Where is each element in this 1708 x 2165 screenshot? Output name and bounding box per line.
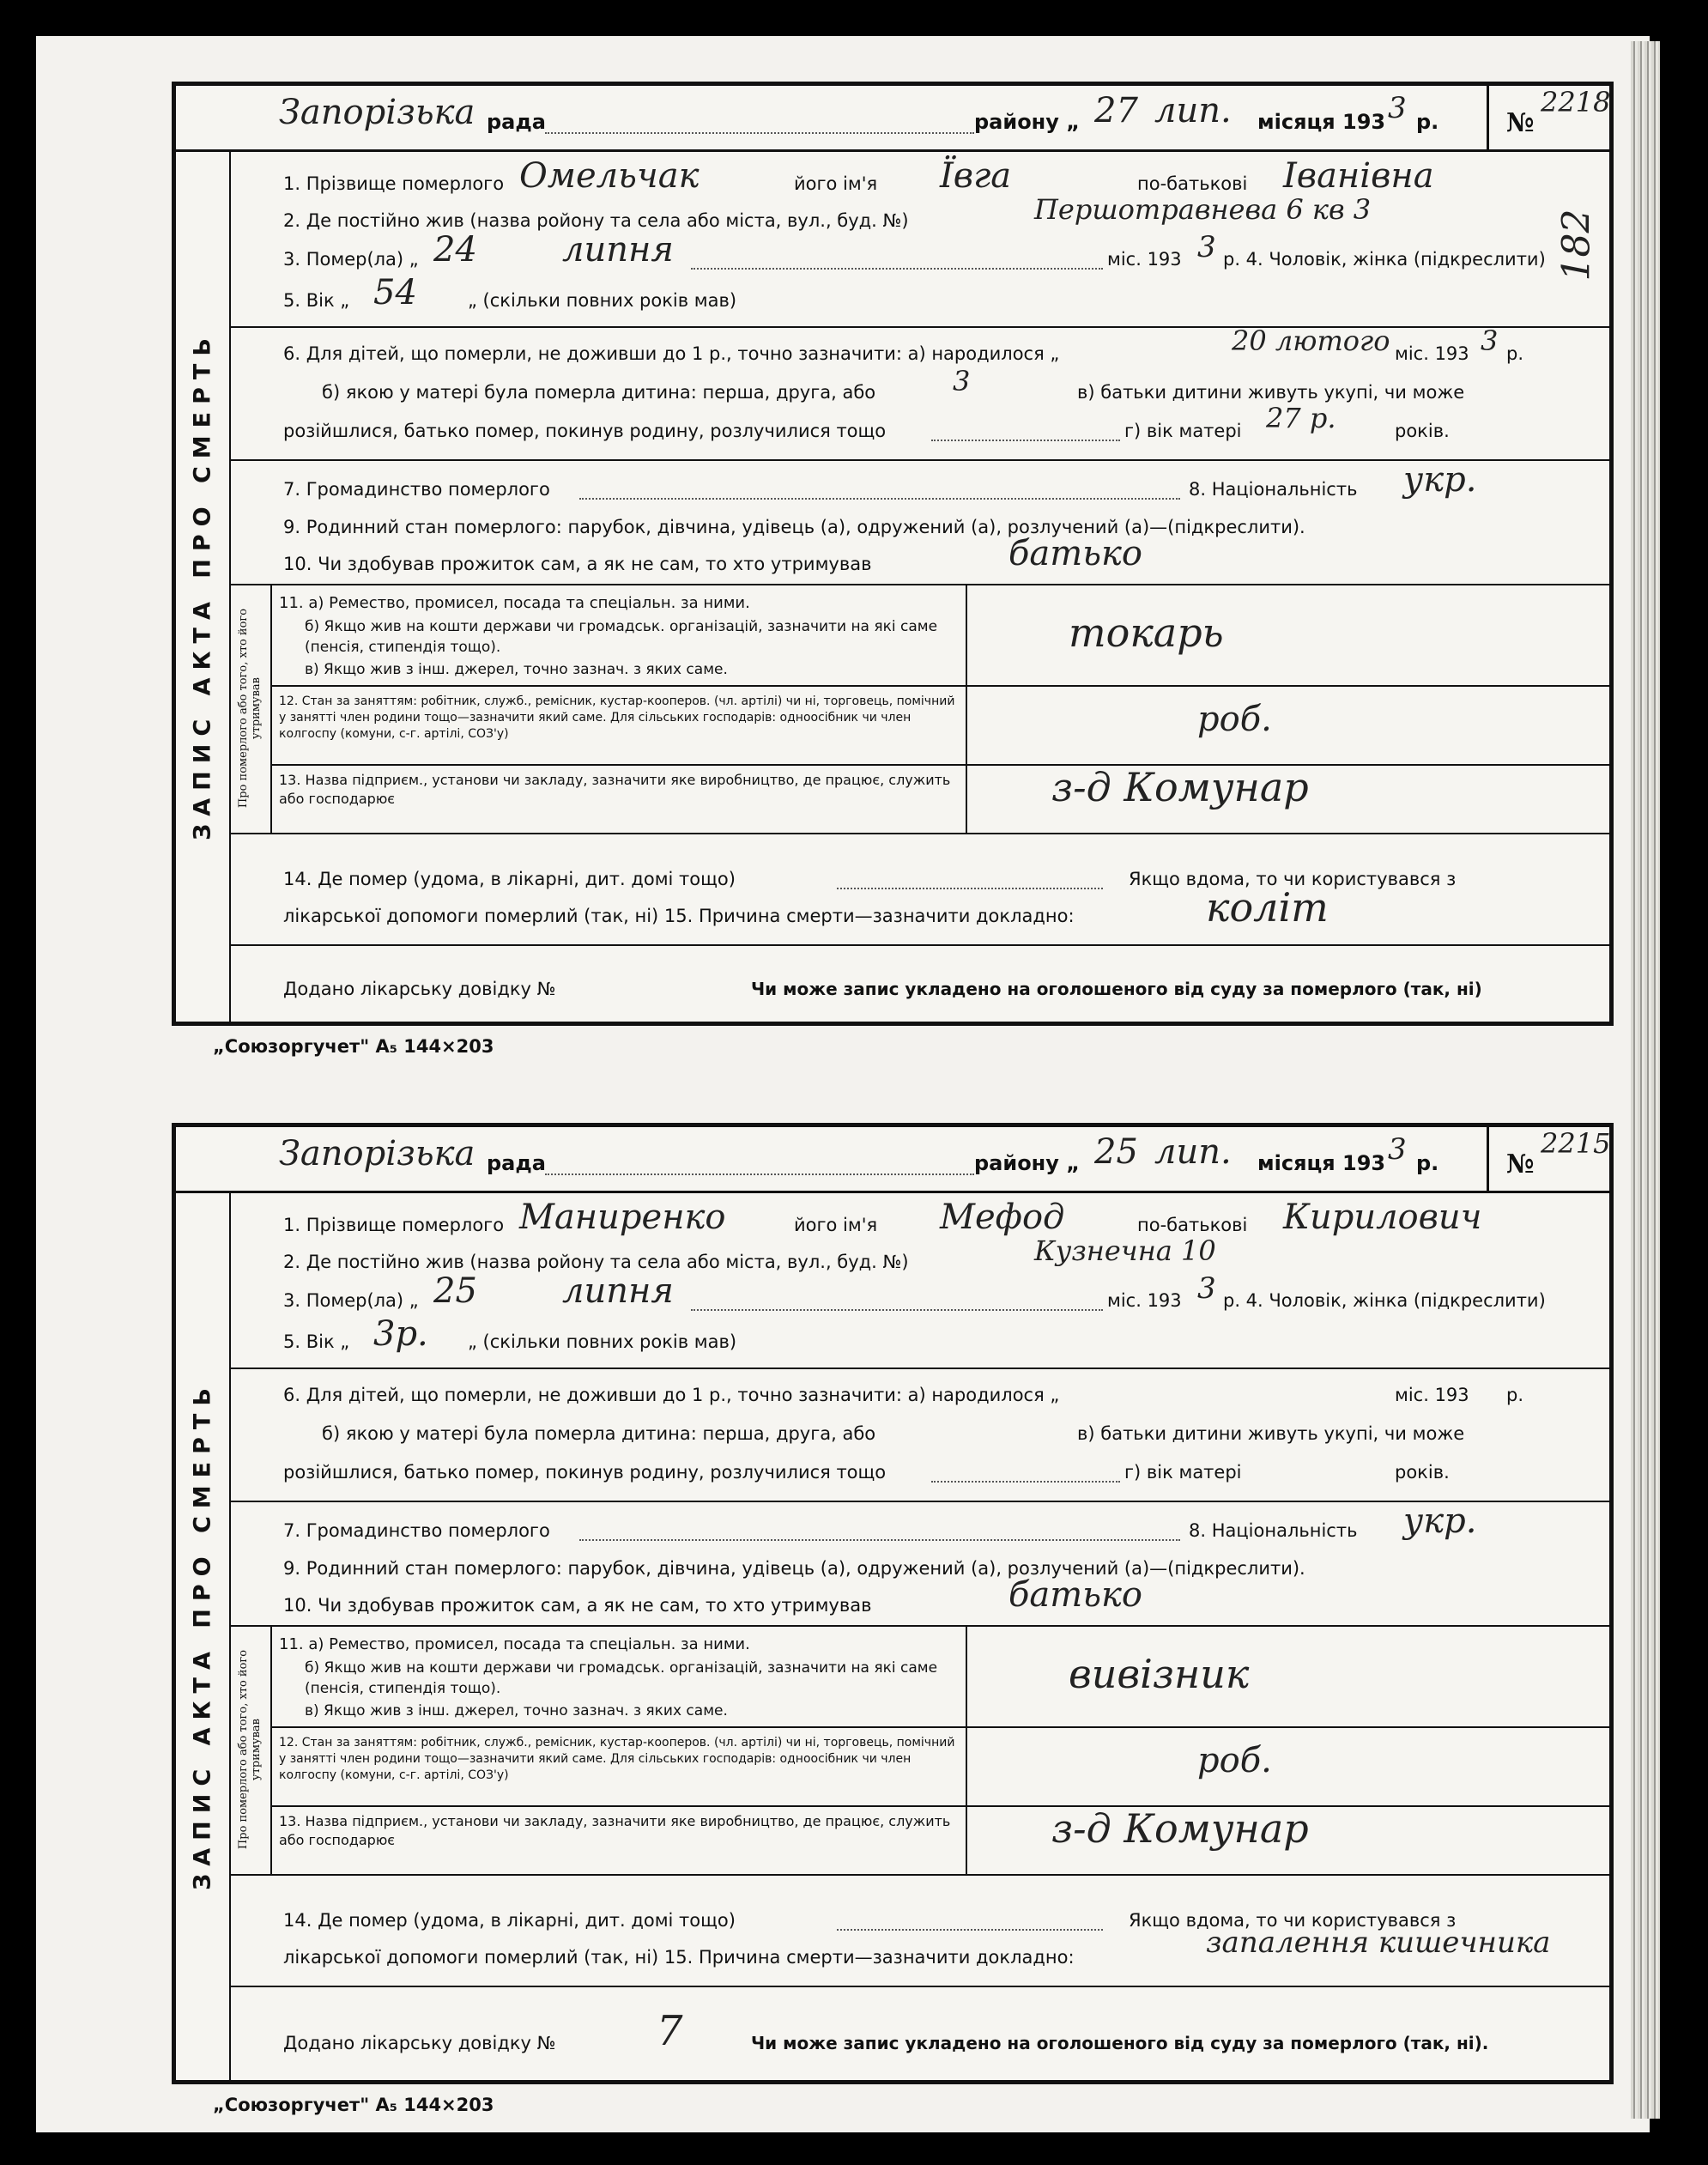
line-11b-label: б) Якщо жив на кошти держави чи громадськ. організацій, зазначити на які саме (пенсія, стипендія тощо).	[305, 618, 938, 656]
hw-supporter: батько	[1008, 1575, 1142, 1615]
line-6d-label: розійшлися, батько помер, покинув родину, розлучилися тощо	[283, 1462, 887, 1483]
hw-mother-age: 27 р.	[1266, 402, 1336, 434]
side-title: ЗАПИС АКТА ПРО СМЕРТЬ	[189, 331, 216, 840]
line-3-sex-label: р. 4. Чоловік, жінка (підкреслити)	[1223, 249, 1546, 270]
hw-death-year: 3	[1197, 1271, 1216, 1306]
line-3-month-label: міс. 193	[1107, 1290, 1182, 1311]
hw-cause: запалення кишечника	[1206, 1925, 1551, 1960]
line-6f-label: років.	[1395, 1462, 1450, 1483]
hw-trade: токарь	[1069, 609, 1224, 656]
line-5-label: 5. Вік „	[283, 290, 350, 311]
line-6b-label: б) якою у матері була померла дитина: перша, друга, або	[322, 382, 876, 403]
line-12-label: 12. Стан за заняттям: робітник, служб., ремісник, кустар-кооперов. (чл. артілі) чи ні, торговець, помічний у занятті член родини тощо—зазначити який саме. Для сільських господарів: одноосібник чи член колгоспу (комуни, с-г. артілі, СОЗ'у)	[279, 694, 955, 741]
line-6-month-label: міс. 193	[1395, 1385, 1469, 1405]
death-record-form	[172, 1123, 1614, 2084]
form-header	[176, 86, 1609, 152]
hw-death-month: липня	[562, 230, 674, 270]
rada-label: рада	[487, 1151, 546, 1175]
raion-label: району „	[974, 1151, 1081, 1175]
hw-nationality: укр.	[1403, 1501, 1477, 1541]
hw-birth: 20 лютого	[1232, 324, 1390, 357]
month-year-label: місяця 193	[1257, 110, 1386, 134]
line-6-label: 6. Для дітей, що померли, не доживши до 1 р., точно зазначити: а) народилося „	[283, 343, 1060, 364]
line-8-label: 8. Національність	[1189, 479, 1358, 500]
hw-surname: Маниренко	[519, 1198, 726, 1237]
line-15-label: лікарської допомоги померлий (так, ні) 15. Причина смерти—зазначити докладно:	[283, 1947, 1075, 1968]
form-footer: „Союзоргучет" А₅ 144×203	[213, 2095, 494, 2115]
form-header	[176, 1127, 1609, 1193]
line-8-label: 8. Національність	[1189, 1520, 1358, 1541]
form-footer: „Союзоргучет" А₅ 144×203	[213, 1036, 494, 1057]
hw-trade: вивізник	[1069, 1651, 1250, 1697]
hw-status: роб.	[1197, 700, 1272, 739]
line-5-label: 5. Вік „	[283, 1331, 350, 1352]
line-16b-label: Чи може запис укладено на оголошеного від суду за померлого (так, ні).	[751, 2033, 1489, 2053]
line-7-label: 7. Громадинство померлого	[283, 1520, 550, 1541]
page-edges	[1631, 41, 1660, 2119]
line-6-label: 6. Для дітей, що померли, не доживши до 1 р., точно зазначити: а) народилося „	[283, 1385, 1060, 1405]
line-2-label: 2. Де постійно жив (назва ройону та села або міста, вул., буд. №)	[283, 1252, 909, 1272]
line-11c-label: в) Якщо жив з інш. джерел, точно зазнач. з яких саме.	[305, 1702, 728, 1719]
hw-nationality: укр.	[1403, 460, 1477, 500]
hw-order: 3	[953, 365, 971, 397]
line-3-label: 3. Помер(ла) „	[283, 1290, 419, 1311]
line-11a-label: 11. а) Ремество, промисел, посада та спеціальн. за ними.	[279, 594, 750, 612]
line-1-name-label: його ім'я	[794, 173, 878, 194]
number-box	[1487, 86, 1609, 149]
inner-side-label: Про померлого або того, хто його утримував	[237, 608, 263, 809]
number-label: №	[1506, 1149, 1535, 1180]
line-5-note: „ (скільки повних років мав)	[468, 1331, 737, 1352]
line-12-label: 12. Стан за заняттям: робітник, служб., ремісник, кустар-кооперов. (чл. артілі) чи ні, торговець, помічний у занятті член родини тощо—зазначити який саме. Для сільських господарів: одноосібник чи член колгоспу (комуни, с-г. артілі, СОЗ'у)	[279, 1736, 955, 1782]
side-title-column	[176, 1191, 231, 2080]
line-13-label: 13. Назва підприєм., установи чи закладу, зазначити яке виробництво, де працює, служить або господарює	[279, 772, 951, 807]
hw-death-month: липня	[562, 1271, 674, 1311]
number-box	[1487, 1127, 1609, 1191]
hw-patronymic: Іванівна	[1283, 156, 1434, 196]
death-record-form	[172, 82, 1614, 1026]
line-2-label: 2. Де постійно жив (назва ройону та села або міста, вул., буд. №)	[283, 210, 909, 231]
inner-side-column	[229, 1625, 272, 1874]
hw-cause: коліт	[1206, 884, 1329, 931]
line-14b-label: Якщо вдома, то чи користувався з	[1129, 869, 1457, 889]
month-year-label: місяця 193	[1257, 1151, 1386, 1175]
line-6e-label: г) вік матері	[1124, 421, 1242, 441]
line-3-label: 3. Помер(ла) „	[283, 249, 419, 270]
raion-label: району „	[974, 110, 1081, 134]
line-6d-label: розійшлися, батько помер, покинув родину, розлучилися тощо	[283, 421, 887, 441]
hw-death-day: 25	[433, 1271, 477, 1311]
hw-side-number: 182	[1554, 209, 1599, 282]
line-9-label: 9. Родинний стан померлого: парубок, дівчина, удівець (а), одружений (а), розлучений (а)—(підкреслити).	[283, 1558, 1305, 1579]
line-14b-label: Якщо вдома, то чи користувався з	[1129, 1910, 1457, 1931]
line-13-label: 13. Назва підприєм., установи чи закладу, зазначити яке виробництво, де працює, служить або господарює	[279, 1813, 951, 1848]
r-label: р.	[1416, 1151, 1439, 1175]
line-6-month-label: міс. 193	[1395, 343, 1469, 364]
hw-birth-year: 3	[1481, 324, 1499, 357]
line-10-label: 10. Чи здобував прожиток сам, а як не сам, то хто утримував	[283, 554, 872, 574]
side-title-column	[176, 149, 231, 1022]
line-1-label: 1. Прізвище померлого	[283, 1215, 505, 1235]
hw-workplace: з-д Комунар	[1051, 764, 1309, 810]
line-16-label: Додано лікарську довідку №	[283, 2033, 556, 2053]
hw-rada: Запорізька	[279, 93, 475, 132]
hw-number: 2218	[1541, 86, 1611, 118]
hw-year: 3	[1388, 91, 1407, 125]
hw-supporter: батько	[1008, 534, 1142, 573]
line-7-label: 7. Громадинство померлого	[283, 479, 550, 500]
hw-patronymic: Кирилович	[1283, 1198, 1482, 1237]
hw-age: 54	[373, 273, 417, 312]
line-6b-label: б) якою у матері була померла дитина: перша, друга, або	[322, 1423, 876, 1444]
hw-day: 27	[1094, 91, 1138, 130]
line-16-label: Додано лікарську довідку №	[283, 979, 556, 999]
line-1-name-label: його ім'я	[794, 1215, 878, 1235]
line-11c-label: в) Якщо жив з інш. джерел, точно зазнач. з яких саме.	[305, 661, 728, 678]
line-9-label: 9. Родинний стан померлого: парубок, дівчина, удівець (а), одружений (а), розлучений (а)—(підкреслити).	[283, 517, 1305, 537]
line-11b-label: б) Якщо жив на кошти держави чи громадськ. організацій, зазначити на які саме (пенсія, стипендія тощо).	[305, 1659, 938, 1697]
inner-side-label: Про померлого або того, хто його утримував	[237, 1649, 263, 1850]
line-15-label: лікарської допомоги померлий (так, ні) 15. Причина смерти—зазначити докладно:	[283, 906, 1075, 926]
hw-cert: 7	[657, 2007, 683, 2055]
hw-address: Кузнечна 10	[1034, 1234, 1216, 1267]
hw-day: 25	[1094, 1132, 1138, 1172]
line-6-r-label: р.	[1506, 1385, 1524, 1405]
line-16b-label: Чи може запис укладено на оголошеного від суду за померлого (так, ні)	[751, 979, 1482, 999]
line-1-patronymic-label: по-батькові	[1137, 1215, 1248, 1235]
line-6f-label: років.	[1395, 421, 1450, 441]
line-11a-label: 11. а) Ремество, промисел, посада та спеціальн. за ними.	[279, 1635, 750, 1653]
r-label: р.	[1416, 110, 1439, 134]
line-6-r-label: р.	[1506, 343, 1524, 364]
hw-age: 3р.	[373, 1314, 428, 1354]
rada-label: рада	[487, 110, 546, 134]
line-6c-label: в) батьки дитини живуть укупі, чи може	[1077, 1423, 1465, 1444]
hw-death-year: 3	[1197, 230, 1216, 264]
line-10-label: 10. Чи здобував прожиток сам, а як не сам, то хто утримував	[283, 1595, 872, 1616]
hw-status: роб.	[1197, 1741, 1272, 1780]
line-5-note: „ (скільки повних років мав)	[468, 290, 737, 311]
line-6c-label: в) батьки дитини живуть укупі, чи може	[1077, 382, 1465, 403]
hw-workplace: з-д Комунар	[1051, 1805, 1309, 1852]
hw-name: Ївга	[940, 156, 1012, 196]
hw-month: лип.	[1154, 1132, 1232, 1172]
hw-year: 3	[1388, 1132, 1407, 1167]
hw-month: лип.	[1154, 91, 1232, 130]
line-3-month-label: міс. 193	[1107, 249, 1182, 270]
number-label: №	[1506, 108, 1535, 138]
hw-number: 2215	[1541, 1127, 1611, 1160]
line-1-label: 1. Прізвище померлого	[283, 173, 505, 194]
hw-surname: Омельчак	[519, 156, 700, 196]
line-14-label: 14. Де помер (удома, в лікарні, дит. домі тощо)	[283, 869, 736, 889]
side-title: ЗАПИС АКТА ПРО СМЕРТЬ	[189, 1380, 216, 1890]
hw-address: Першотравнева 6 кв 3	[1034, 193, 1372, 226]
hw-death-day: 24	[433, 230, 477, 270]
line-3-sex-label: р. 4. Чоловік, жінка (підкреслити)	[1223, 1290, 1546, 1311]
hw-name: Мефод	[940, 1198, 1065, 1237]
inner-side-column	[229, 584, 272, 833]
line-1-patronymic-label: по-батькові	[1137, 173, 1248, 194]
line-6e-label: г) вік матері	[1124, 1462, 1242, 1483]
line-14-label: 14. Де помер (удома, в лікарні, дит. домі тощо)	[283, 1910, 736, 1931]
hw-rada: Запорізька	[279, 1134, 475, 1173]
